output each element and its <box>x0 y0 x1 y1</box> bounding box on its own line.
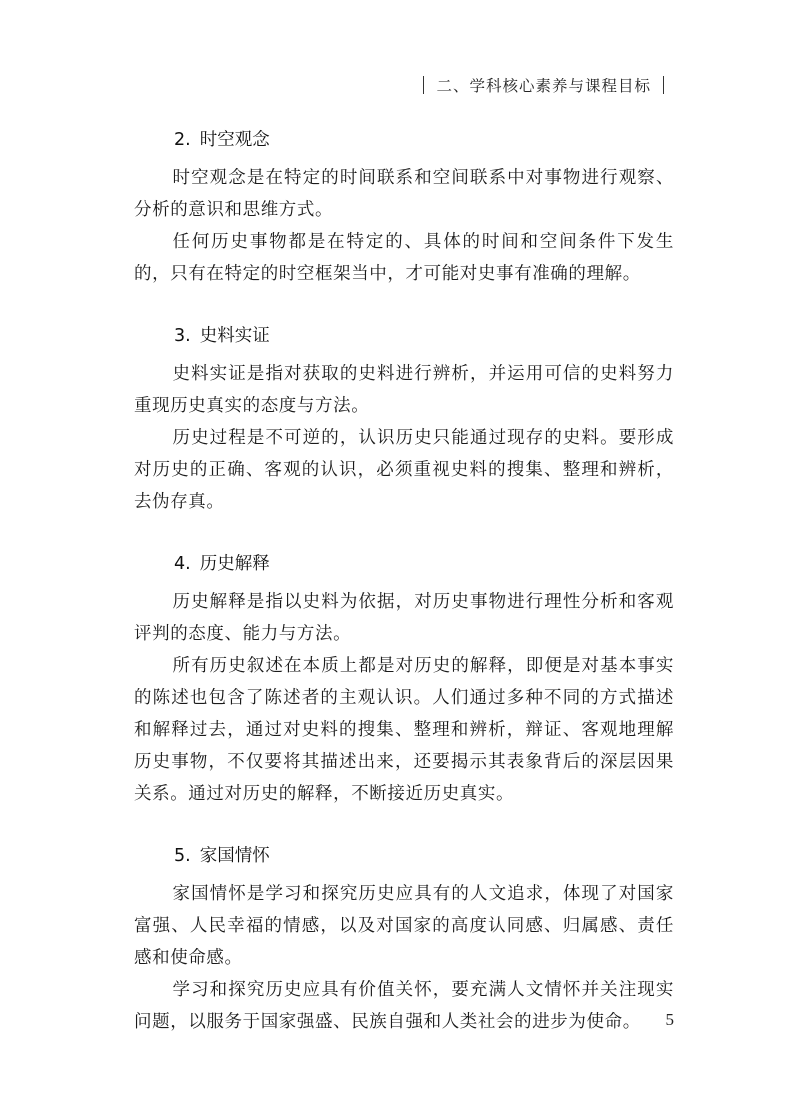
section-number: 3. <box>174 326 191 346</box>
section-title: 历史解释 <box>199 554 270 574</box>
paragraph: 史料实证是指对获取的史料进行辨析，并运用可信的史料努力重现历史真实的态度与方法。 <box>134 364 674 416</box>
page-body <box>134 126 674 1070</box>
section-heading <box>174 842 674 870</box>
section-title: 史料实证 <box>199 326 270 346</box>
header-right-rule <box>663 76 664 94</box>
section-historical-evidence <box>134 322 674 518</box>
section-national-sentiment <box>134 842 674 1038</box>
page-number: 5 <box>665 1010 674 1029</box>
paragraph: 任何历史事物都是在特定的、具体的时间和空间条件下发生的，只有在特定的时空框架当中，才可能对史事有准确的理解。 <box>134 232 674 284</box>
section-historical-interpretation <box>134 550 674 810</box>
paragraph: 历史解释是指以史料为依据，对历史事物进行理性分析和客观评判的态度、能力与方法。 <box>134 592 674 644</box>
section-number: 2. <box>174 130 191 150</box>
running-header <box>411 74 676 96</box>
paragraph: 时空观念是在特定的时间联系和空间联系中对事物进行观察、分析的意识和思维方式。 <box>134 168 674 220</box>
section-heading <box>174 322 674 350</box>
header-left-rule <box>423 76 424 94</box>
section-number: 4. <box>174 554 191 574</box>
section-title: 时空观念 <box>199 130 270 150</box>
paragraph: 学习和探究历史应具有价值关怀，要充满人文情怀并关注现实问题，以服务于国家强盛、民族自强和人类社会的进步为使命。 <box>134 980 674 1032</box>
paragraph: 家国情怀是学习和探究历史应具有的人文追求，体现了对国家富强、人民幸福的情感，以及对国家的高度认同感、归属感、责任感和使命感。 <box>134 884 674 968</box>
section-spatiotemporal <box>134 126 674 290</box>
paragraph: 所有历史叙述在本质上都是对历史的解释，即便是对基本事实的陈述也包含了陈述者的主观认识。人们通过多种不同的方式描述和解释过去，通过对史料的搜集、整理和辨析，辩证、客观地理解历史事物，不仅要将其描述出来，还要揭示其表象背后的深层因果关系。通过对历史的解释，不断接近历史真实。 <box>134 656 674 804</box>
section-heading <box>174 126 674 154</box>
paragraph: 历史过程是不可逆的，认识历史只能通过现存的史料。要形成对历史的正确、客观的认识，必须重视史料的搜集、整理和辨析，去伪存真。 <box>134 428 674 512</box>
section-heading <box>174 550 674 578</box>
section-number: 5. <box>174 846 191 866</box>
running-title: 二、学科核心素养与课程目标 <box>436 77 651 95</box>
section-title: 家国情怀 <box>199 846 270 866</box>
